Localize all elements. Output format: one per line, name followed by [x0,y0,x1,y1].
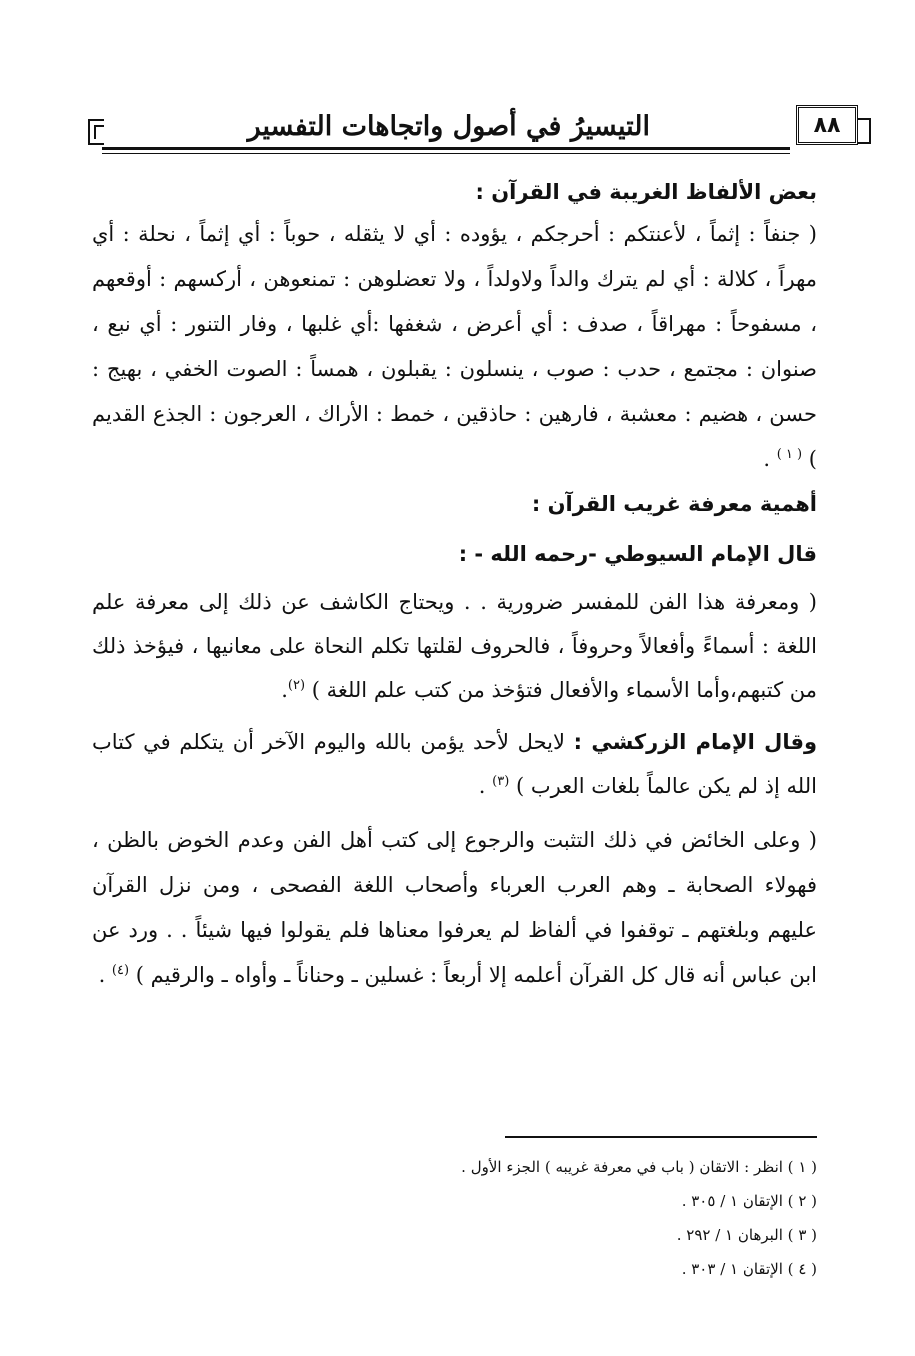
footnote-2: ( ٢ ) الإتقان ١ / ٣٠٥ . [681,1192,817,1210]
section-heading-importance: أهمية معرفة غريب القرآن : [531,492,817,516]
footnote-ref-4: (٤) [111,963,130,978]
footnotes [92,1136,817,1286]
paragraph-verification: ( وعلى الخائض في ذلك التثبت والرجوع إلى كتب أهل الفن وعدم الخوض بالظن ، فهولاء الصحابة ـ وهم العرب العرباء وأصحاب اللغة الفصحى ، ومن نزل القرآن عليهم وبلغتهم ـ توقفوا في ألفاظ لم يعرفوا معناها فلم يقولوا فيها شيئاً . . ورد عن ابن عباس أنه قال كل القرآن أعلمه إلا أربعاً : غسلين ـ وحناناً ـ وأواه ـ والرقيم ) $^{(٤)}$ . [92,828,817,987]
paragraph-suyuti-quote: ( ومعرفة هذا الفن للمفسر ضرورية . . ويحتاج الكاشف عن ذلك إلى معرفة علم اللغة : أسماءً وأفعالاً وحروفاً ، فالحروف لقلتها تكلم النحاة على معانيها ، فيؤخذ ذلك من كتبهم،وأما الأسماء والأفعال فتؤخذ من كتب علم اللغة ) $^{(٢)}$. [92,590,817,702]
footnote-ref-2: (٢) [287,678,306,693]
paragraph-rare-words: ( جنفاً : إثماً ، لأعنتكم : أحرجكم ، يؤوده : أي لا يثقله ، حوباً : أي إثماً ، نحلة : أي مهراً ، كلالة : أي لم يترك والداً ولاولداً ، ولا تعضلوهن : تمنعوهن ، أركسهم : أوقعهم ، مسفوحاً : مهراقاً ، صدف : أي أعرض ، شغفها :أي غلبها ، وفار التنور : أي نبع ، صنوان : مجتمع ، حدب : صوب ، ينسلون : يقبلون ، همساً : الصوت الخفي ، بهيج : حسن ، هضيم : معشبة ، فارهين : حاذقين ، خمط : الأراك ، العرجون : الجذع القديم ) $^{( ١ )}$ . [92,222,817,471]
paragraph-zarkashi-quote: وقال الإمام الزركشي : لايحل لأحد يؤمن بالله واليوم الآخر أن يتكلم في كتاب الله إذ لم يكن عالماً بلغات العرب ) $^{(٣)}$ . [92,730,818,798]
section-heading-rare-words: بعض الألفاظ الغريبة في القرآن : [475,180,817,204]
footnote-3: ( ٣ ) البرهان ١ / ٢٩٢ . [676,1226,817,1244]
footnote-ref-1: ( ١ ) [776,447,803,462]
header-ornament-icon [88,119,104,145]
main-text [92,172,817,998]
header-rule [102,147,790,150]
zarkashi-lead: وقال الإمام الزركشي : [573,730,818,754]
page-header [88,105,858,153]
running-title: التيسيرُ في أصول واتجاهات التفسير [240,109,658,145]
header-rule-thin [102,153,790,154]
section-heading-suyuti: قال الإمام السيوطي -رحمه الله - : [458,542,817,566]
footnote-separator [505,1136,817,1138]
page-number: ٨٨ [796,105,858,145]
footnote-ref-3: (٣) [492,774,510,789]
footnote-1: ( ١ ) انظر : الاتقان ( باب في معرفة غريبه ) الجزء الأول . [461,1158,817,1176]
footnote-4: ( ٤ ) الإتقان ١ / ٣٠٣ . [681,1260,817,1278]
